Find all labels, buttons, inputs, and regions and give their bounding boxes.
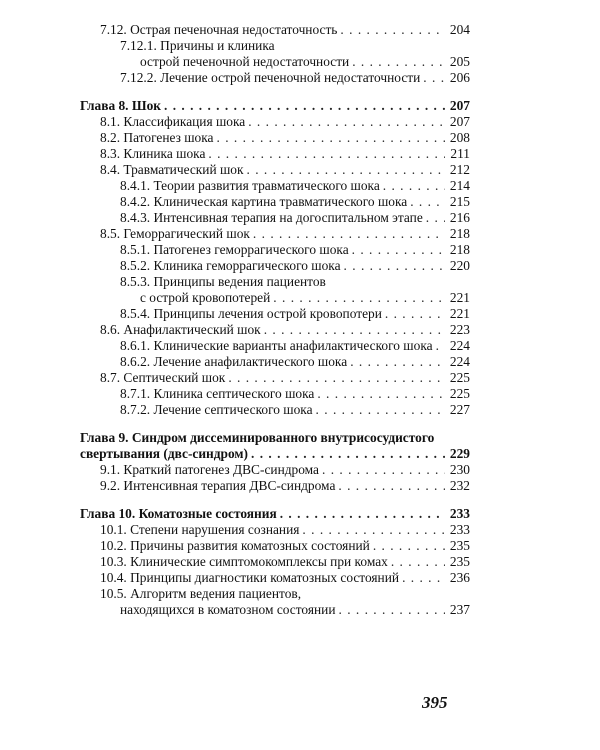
toc-chapter: Глава 10. Коматозные состояния . . . 233 [80, 506, 470, 522]
toc-entry: 8.1. Классификация шока . . . 207 [80, 114, 470, 130]
toc-entry: 8.5.1. Патогенез геморрагического шока . . . 218 [80, 242, 470, 258]
toc-entry: 8.4. Травматический шок . . . 212 [80, 162, 470, 178]
toc-entry: 8.3. Клиника шока . . . 211 [80, 146, 470, 162]
toc-entry: 8.5.4. Принципы лечения острой кровопотери . . . 221 [80, 306, 470, 322]
toc-chapter-line: Глава 9. Синдром диссеминированного внутрисосудистого [80, 430, 435, 445]
toc-chapter: Глава 8. Шок . . . 207 [80, 98, 470, 114]
toc-entry: 7.12.2. Лечение острой печеночной недостаточности . . . 206 [80, 70, 470, 86]
toc-entry: 8.7.2. Лечение септического шока . . . 227 [80, 402, 470, 418]
toc-entry-line: 10.5. Алгоритм ведения пациентов, [100, 586, 302, 601]
toc-entry: 8.7.1. Клиника септического шока . . . 225 [80, 386, 470, 402]
toc-entry: 8.6.1. Клинические варианты анафилактического шока . . . 224 [80, 338, 470, 354]
toc-entry: 8.7. Септический шок . . . 225 [80, 370, 470, 386]
toc-entry: 10.4. Принципы диагностики коматозных состояний . . . 236 [80, 570, 470, 586]
page-number: 395 [422, 693, 448, 712]
toc-entry: находящихся в коматозном состоянии . . . 237 [80, 602, 470, 618]
toc-entry-line: 7.12.1. Причины и клиника [120, 38, 275, 53]
toc-entry: 8.6. Анафилактический шок . . . 223 [80, 322, 470, 338]
toc-entry: с острой кровопотерей . . . 221 [80, 290, 470, 306]
toc-entry: 10.3. Клинические симптомокомплексы при комах . . . 235 [80, 554, 470, 570]
toc-entry: 10.2. Причины развития коматозных состояний . . . 235 [80, 538, 470, 554]
table-of-contents [80, 22, 470, 618]
toc-entry: 8.2. Патогенез шока . . . 208 [80, 130, 470, 146]
toc-entry: 9.2. Интенсивная терапия ДВС-синдрома . . . 232 [80, 478, 470, 494]
toc-entry: 8.5. Геморрагический шок . . . 218 [80, 226, 470, 242]
toc-entry: 8.4.2. Клиническая картина травматического шока . . . 215 [80, 194, 470, 210]
toc-entry-line: 8.5.3. Принципы ведения пациентов [120, 274, 326, 289]
toc-entry: 8.5.2. Клиника геморрагического шока . . . 220 [80, 258, 470, 274]
toc-entry: 7.12. Острая печеночная недостаточность . . . 204 [80, 22, 470, 38]
toc-entry: 8.4.3. Интенсивная терапия на догоспитальном этапе . . . 216 [80, 210, 470, 226]
toc-entry: 9.1. Краткий патогенез ДВС-синдрома . . . 230 [80, 462, 470, 478]
toc-entry: острой печеночной недостаточности . . . 205 [80, 54, 470, 70]
toc-entry: 8.6.2. Лечение анафилактического шока . . . 224 [80, 354, 470, 370]
toc-chapter: свертывания (двс-синдром) . . . 229 [80, 446, 470, 462]
toc-entry: 10.1. Степени нарушения сознания . . . 233 [80, 522, 470, 538]
toc-entry: 8.4.1. Теории развития травматического шока . . . 214 [80, 178, 470, 194]
